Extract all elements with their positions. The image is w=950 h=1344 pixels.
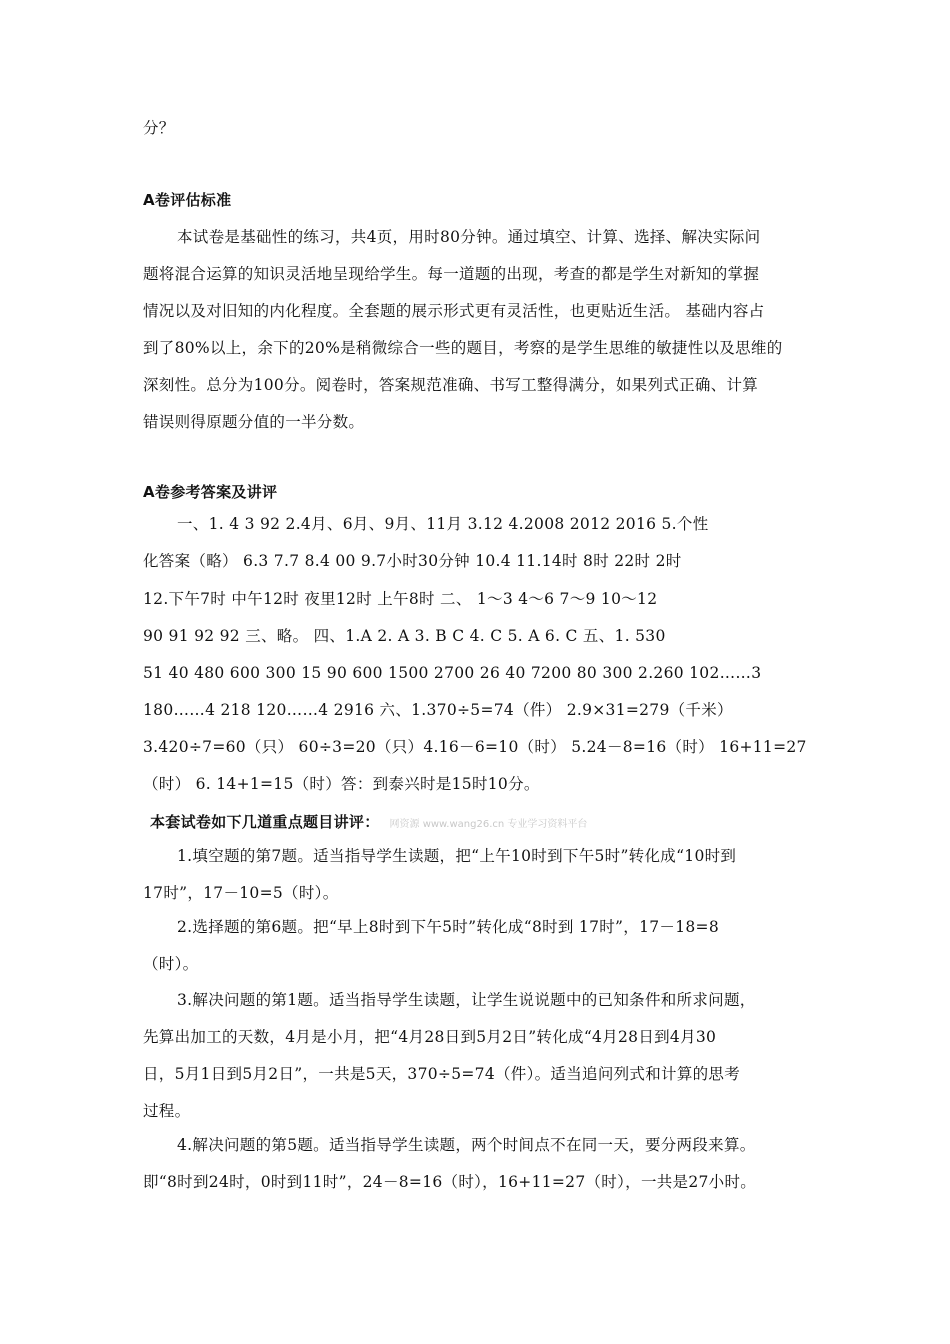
answer-line: 化答案（略） 6.3 7.7 8.4 00 9.7小时30分钟 10.4 11.14时 8时 22时 2时 [143, 552, 682, 570]
heading-text: 本套试卷如下几道重点题目讲评： [150, 813, 380, 831]
answer-line: 12.下午7时 中午12时 夜里12时 上午8时 二、 1～3 4～6 7～9 10～12 [143, 590, 658, 608]
answer-line: 51 40 480 600 300 15 90 600 1500 2700 26 40 7200 80 300 2.260 102……3 [143, 664, 762, 682]
text-line: 先算出加工的天数，4月是小月，把“4月28日到5月2日”转化成“4月28日到4月30 [143, 1028, 717, 1046]
text-line: 情况以及对旧知的内化程度。全套题的展示形式更有灵活性，也更贴近生活。 基础内容占 [143, 302, 765, 320]
text-line: 1.填空题的第7题。适当指导学生读题，把“上午10时到下午5时”转化成“10时到 [177, 847, 737, 865]
text-line: 到了80%以上，余下的20%是稍微综合一些的题目，考察的是学生思维的敏捷性以及思维的 [143, 339, 783, 357]
text-line: 错误则得原题分值的一半分数。 [143, 413, 365, 431]
text-line: 分？ [143, 119, 175, 137]
text-line: 过程。 [143, 1102, 191, 1120]
section-heading-answers: A卷参考答案及讲评 [143, 483, 278, 501]
text-line: 本试卷是基础性的练习，共4页，用时80分钟。通过填空、计算、选择、解决实际问 [177, 228, 761, 246]
answer-line: 3.420÷7=60（只） 60÷3=20（只）4.16－6=10（时） 5.24－8=16（时） 16+11=27 [143, 738, 807, 756]
text-line: （时）。 [143, 955, 199, 973]
text-line: 深刻性。总分为100分。阅卷时，答案规范准确、书写工整得满分，如果列式正确、计算 [143, 376, 759, 394]
section-heading-key-questions [150, 812, 587, 835]
answer-line: 一、1. 4 3 92 2.4月、6月、9月、11月 3.12 4.2008 2012 2016 5.个性 [177, 515, 709, 533]
watermark: 网资源 www.wang26.cn 专业学习资料平台 [389, 819, 588, 830]
section-heading-evaluation: A卷评估标准 [143, 191, 232, 209]
text-line: 题将混合运算的知识灵活地呈现给学生。每一道题的出现，考查的都是学生对新知的掌握 [143, 265, 760, 283]
answer-line: （时） 6. 14+1=15（时）答：到泰兴时是15时10分。 [143, 775, 540, 793]
text-line: 日，5月1日到5月2日”，一共是5天，370÷5=74（件）。适当追问列式和计算的思考 [143, 1065, 741, 1083]
text-line: 4.解决问题的第5题。适当指导学生读题，两个时间点不在同一天，要分两段来算。 [177, 1136, 756, 1154]
text-line: 3.解决问题的第1题。适当指导学生读题，让学生说说题中的已知条件和所求问题， [177, 991, 756, 1009]
text-line: 2.选择题的第6题。把“早上8时到下午5时”转化成“8时到 17时”，17－18=8 [177, 918, 719, 936]
text-line: 即“8时到24时，0时到11时”，24－8=16（时），16+11=27（时），一共是27小时。 [143, 1173, 757, 1191]
answer-line: 90 91 92 92 三、略。 四、1.A 2. A 3. B C 4. C 5. A 6. C 五、1. 530 [143, 627, 666, 645]
text-line: 17时”，17－10=5（时）。 [143, 884, 339, 902]
answer-line: 180……4 218 120……4 2916 六、1.370÷5=74（件） 2.9×31=279（千米） [143, 701, 733, 719]
